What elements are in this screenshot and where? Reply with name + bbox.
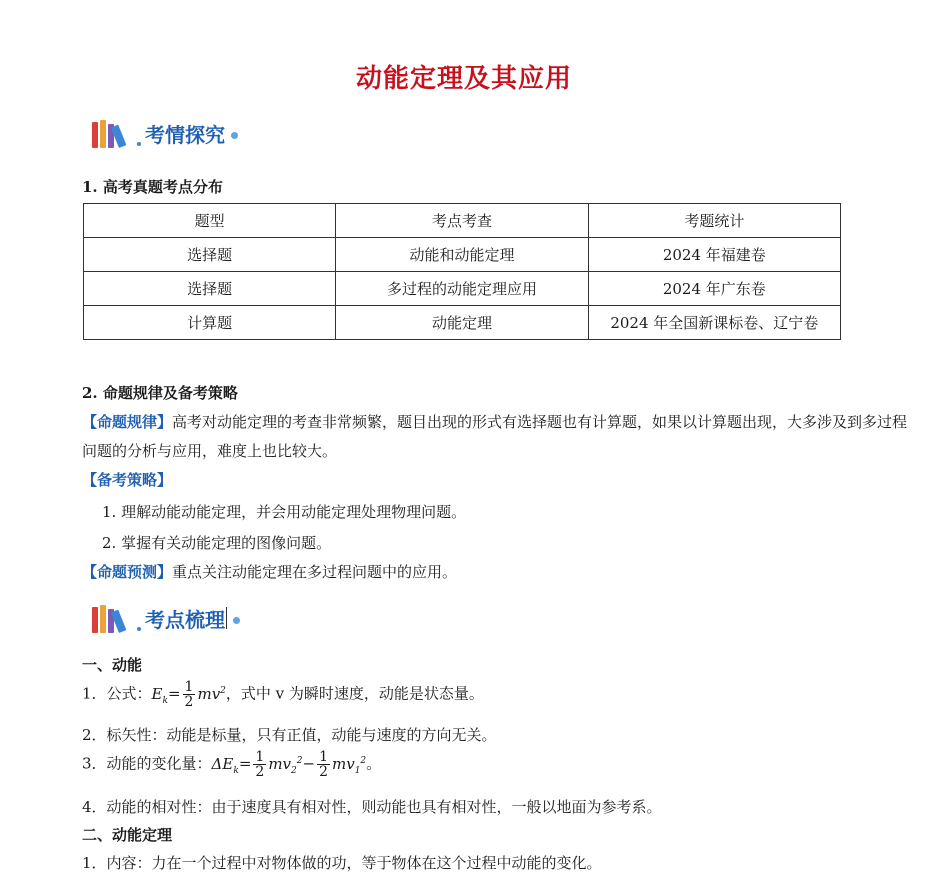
strategy-item: 1. 理解动能动能定理，并会用动能定理处理物理问题。 — [102, 503, 467, 521]
table-header-row — [84, 204, 841, 238]
table-cell: 2024 年福建卷 — [588, 238, 840, 272]
section-banner-exam-analysis — [92, 118, 238, 148]
table-header-cell: 考点考查 — [336, 204, 588, 238]
formula-mv2-squared: $mv_2^2$ — [268, 754, 303, 776]
formula-mv2: $mv^2$ — [197, 684, 226, 703]
fraction-one-half: $\frac{1}{2}$ — [184, 679, 194, 710]
text-cursor — [226, 607, 227, 629]
item-suffix: ，式中 v 为瞬时速度，动能是状态量。 — [225, 684, 484, 703]
predict-paragraph — [82, 558, 912, 587]
table-cell: 选择题 — [84, 272, 336, 306]
predict-text: 重点关注动能定理在多过程问题中的应用。 — [172, 563, 458, 581]
table-cell: 计算题 — [84, 306, 336, 340]
table-row — [84, 272, 841, 306]
fraction-one-half: $\frac{1}{2}$ — [319, 749, 328, 780]
item-prefix: 3．动能的变化量： — [82, 754, 212, 773]
table-cell: 多过程的动能定理应用 — [336, 272, 588, 306]
table-cell: 2024 年全国新课标卷、辽宁卷 — [588, 306, 840, 340]
item-suffix: 。 — [366, 754, 382, 773]
banner-title: 考点梳理 — [145, 607, 225, 632]
relativity-item: 4．动能的相对性：由于速度具有相对性，则动能也具有相对性，一般以地面为参考系。 — [82, 798, 662, 816]
banner-title: 考情探究 — [145, 122, 225, 147]
section-banner-knowledge — [92, 603, 240, 633]
predict-tag: 【命题预测】 — [82, 563, 173, 581]
formula-mv1-squared: $mv_1^2$ — [331, 754, 367, 776]
table-cell: 动能定理 — [336, 306, 588, 340]
strategy-tag-line — [82, 466, 912, 495]
rule-paragraph — [82, 408, 912, 466]
table-row — [84, 238, 841, 272]
rule-tag: 【命题规律】 — [82, 413, 173, 431]
books-icon — [92, 118, 129, 148]
dot-icon — [233, 617, 240, 624]
exam-distribution-table — [83, 203, 841, 340]
energy-change-item: 3．动能的变化量：$\Delta E_k=$ $\frac{1}{2}$ $mv_2^2-$ $\frac{1}{2}$ $mv_1^2$。 — [82, 749, 382, 780]
section-heading-strategy: 2. 命题规律及备考策略 — [82, 384, 238, 402]
part-heading-theorem: 二、动能定理 — [82, 826, 173, 844]
table-header-cell: 题型 — [84, 204, 336, 238]
strategy-item: 2. 掌握有关动能定理的图像问题。 — [102, 534, 332, 552]
kinetic-formula-item: 1．公式：$E_k=$ $\frac{1}{2}$ $mv^2$，式中 v 为瞬时速度，动能是状态量。 — [82, 679, 484, 710]
table-cell: 2024 年广东卷 — [588, 272, 840, 306]
formula-delta-ek: $\Delta E_k$ — [211, 754, 239, 776]
strategy-tag: 【备考策略】 — [82, 471, 173, 489]
fraction-one-half: $\frac{1}{2}$ — [255, 749, 265, 780]
item-prefix: 1．公式： — [82, 684, 152, 703]
table-cell: 选择题 — [84, 238, 336, 272]
table-row — [84, 306, 841, 340]
table-header-cell: 考题统计 — [588, 204, 840, 238]
dot-icon — [231, 132, 238, 139]
formula-ek: $E_k$ — [151, 684, 168, 706]
scalar-item: 2．标矢性：动能是标量，只有正值，动能与速度的方向无关。 — [82, 726, 497, 744]
rule-text: 高考对动能定理的考查非常频繁，题目出现的形式有选择题也有计算题，如果以计算题出现，大多涉及到多过程问题的分析与应用，难度上也比较大。 — [82, 413, 908, 460]
table-cell: 动能和动能定理 — [336, 238, 588, 272]
section-heading-distribution: 1. 高考真题考点分布 — [82, 178, 223, 196]
part-heading-kinetic-energy: 一、动能 — [82, 656, 143, 674]
books-icon — [92, 603, 129, 633]
page-title: 动能定理及其应用 — [355, 64, 572, 94]
theorem-content-item: 1．内容：力在一个过程中对物体做的功，等于物体在这个过程中动能的变化。 — [82, 854, 602, 872]
